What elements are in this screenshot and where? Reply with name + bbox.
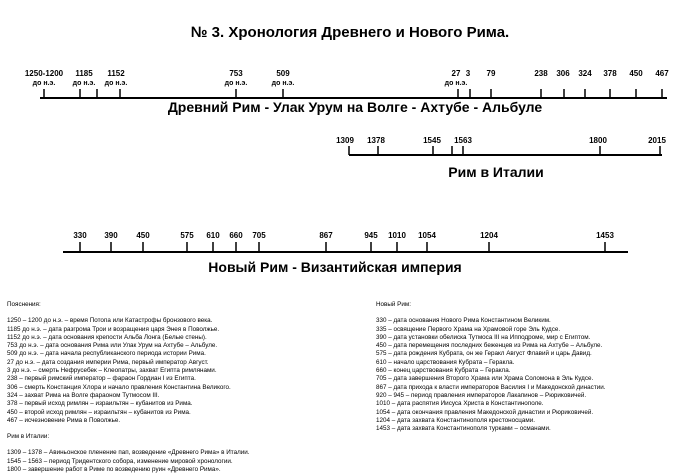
note-line: 330 – дата основания Нового Рима Константином Великим. [376,317,551,325]
tick-label: 867 [319,231,333,240]
tick-label: 1563 [454,136,472,145]
timeline-new [63,231,628,275]
tick-label: 1250-1200 [24,69,64,78]
note-line: 1250 – 1200 до н.э. – время Потопа или Катастрофы бронзового века. [7,317,213,325]
note-line: 450 – второй исход римлян – израильтян – кубанитов из Рима. [7,408,191,416]
note-line: 753 до н.э. – дата основания Рима или Улак Урум на Ахтубе – Альбуле. [7,342,218,350]
tick-label: 705 [252,231,266,240]
tick-sublabel: до н.э. [72,80,96,87]
tick-label: 1545 [423,136,441,145]
note-line: 378 – первый исход римлян – израильтян – кубанитов из Рима. [7,400,193,408]
tick-label: 390 [104,231,118,240]
tick-label: 450 [629,69,643,78]
note-line: 335 – освящение Первого Храма на Храмовой горе Эль Кудсе. [376,325,561,333]
note-line: 27 до н.э. – дата создания империи Рима, первый император Август. [7,358,209,366]
note-line: 509 до н.э. – дата начала республиканского периода истории Рима. [7,350,206,358]
tick-label: 27 [451,69,461,78]
tick-label: 1010 [388,231,406,240]
timeline-italy [336,136,666,180]
note-line: 920 – 945 – период правления императоров Лакапинов – Рюриковичей. [376,391,587,399]
notes-left-heading: Пояснения: [7,301,41,308]
note-line: 1453 – дата захвата Константинополя турками – османами. [376,425,551,433]
tick-label: 2015 [648,136,666,145]
note-line: 450 – дата перемещения последних беженцев из Рима на Ахтубе – Альбуле. [376,342,603,350]
notes-right-heading: Новый Рим: [376,301,411,308]
tick-label: 610 [206,231,220,240]
tick-label: 79 [486,69,496,78]
notes-italy-heading: Рим в Италии: [7,433,50,441]
tick-label: 1152 [107,69,125,78]
tick-label: 1185 [75,69,93,78]
note-line: 610 – начало царствования Кубрата – Геракла. [376,358,515,366]
tick-sublabel: до н.э. [224,80,248,87]
note-line: 1152 до н.э. – дата основания крепости Альба Лонга (Белые стены). [7,333,207,341]
note-line: 1204 – дата захвата Константинополя крестоносцами. [376,416,535,424]
note-line: 867 – дата прихода к власти императоров Василия I и Македонской династии. [376,383,606,391]
tick-label: 1378 [367,136,385,145]
tick-sublabel: до н.э. [104,80,128,87]
tick-label: 3 [465,69,471,78]
note-line: 1800 – завершение работ в Риме по возведению руин «Древнего Рима». [7,466,221,474]
tick-label: 330 [73,231,87,240]
tick-sublabel: до н.э. [271,80,295,87]
notes-left-list [7,317,367,425]
note-line: 324 – захват Рима на Волге фараоном Тутмосом III. [7,391,160,399]
notes-right [376,301,700,433]
note-line: 575 – дата рождения Кубрата, он же Геракл Август Флавий и царь Давид. [376,350,592,358]
tick-label: 1309 [336,136,354,145]
note-line: 1185 до н.э. – дата разгрома Трои и возращения царя Энея в Поволжье. [7,325,220,333]
tick-label: 945 [364,231,378,240]
timeline-new-title: Новый Рим - Византийская империя [208,259,462,275]
tick-sublabel: до н.э. [444,80,468,87]
tick-label: 467 [655,69,669,78]
note-line: 1545 – 1563 – период Тридентского собора, изменение мировой хронологии. [7,457,233,465]
notes-italy-list [7,449,367,474]
note-line: 1309 – 1378 – Авиньонское пленение пап, возведение «Древнего Рима» в Италии. [7,449,250,457]
tick-label: 378 [603,69,617,78]
note-line: 238 – первый римский император – фараон Гордиан I из Египта. [7,375,196,383]
page-title: № 3. Хронология Древнего и Нового Рима. [190,24,510,41]
tick-label: 753 [229,69,243,78]
note-line: 467 – исчезновение Рима в Поволжье. [7,416,121,424]
note-line: 1010 – дата распятия Иисуса Христа в Константинополе. [376,400,544,408]
tick-label: 509 [276,69,290,78]
tick-label: 306 [556,69,570,78]
tick-label: 1453 [596,231,614,240]
timeline-ancient [25,69,669,115]
note-line: 1054 – дата окончания правления Македонской династии и Рюриковичей. [376,408,594,416]
tick-label: 575 [180,231,194,240]
tick-label: 1800 [589,136,607,145]
timeline-ancient-title: Древний Рим - Улак Урум на Волге - Ахтубе - Альбуле [167,99,543,115]
tick-label: 450 [136,231,150,240]
timeline-italy-title: Рим в Италии [448,164,544,180]
notes-left [7,301,367,474]
note-line: 306 – смерть Констанция Хлора и начало правления Константина Великого. [7,383,231,391]
notes-right-list [376,317,700,433]
note-line: 660 – конец царствования Кубрата – Геракла. [376,367,511,375]
note-line: 705 – дата завершения Второго Храма или Храма Соломона в Эль Кудсе. [376,375,594,383]
tick-label: 324 [578,69,592,78]
tick-sublabel: до н.э. [32,80,56,87]
tick-label: 660 [229,231,243,240]
tick-label: 1054 [418,231,436,240]
note-line: 390 – дата установки обелиска Тутмоса III на Ипподроме, мир с Египтом. [376,333,591,341]
note-line: 3 до н.э. – смерть Нефрусебек – Клеопатры, захват Египта римлянами. [7,367,217,375]
tick-label: 1204 [480,231,498,240]
tick-label: 238 [534,69,548,78]
